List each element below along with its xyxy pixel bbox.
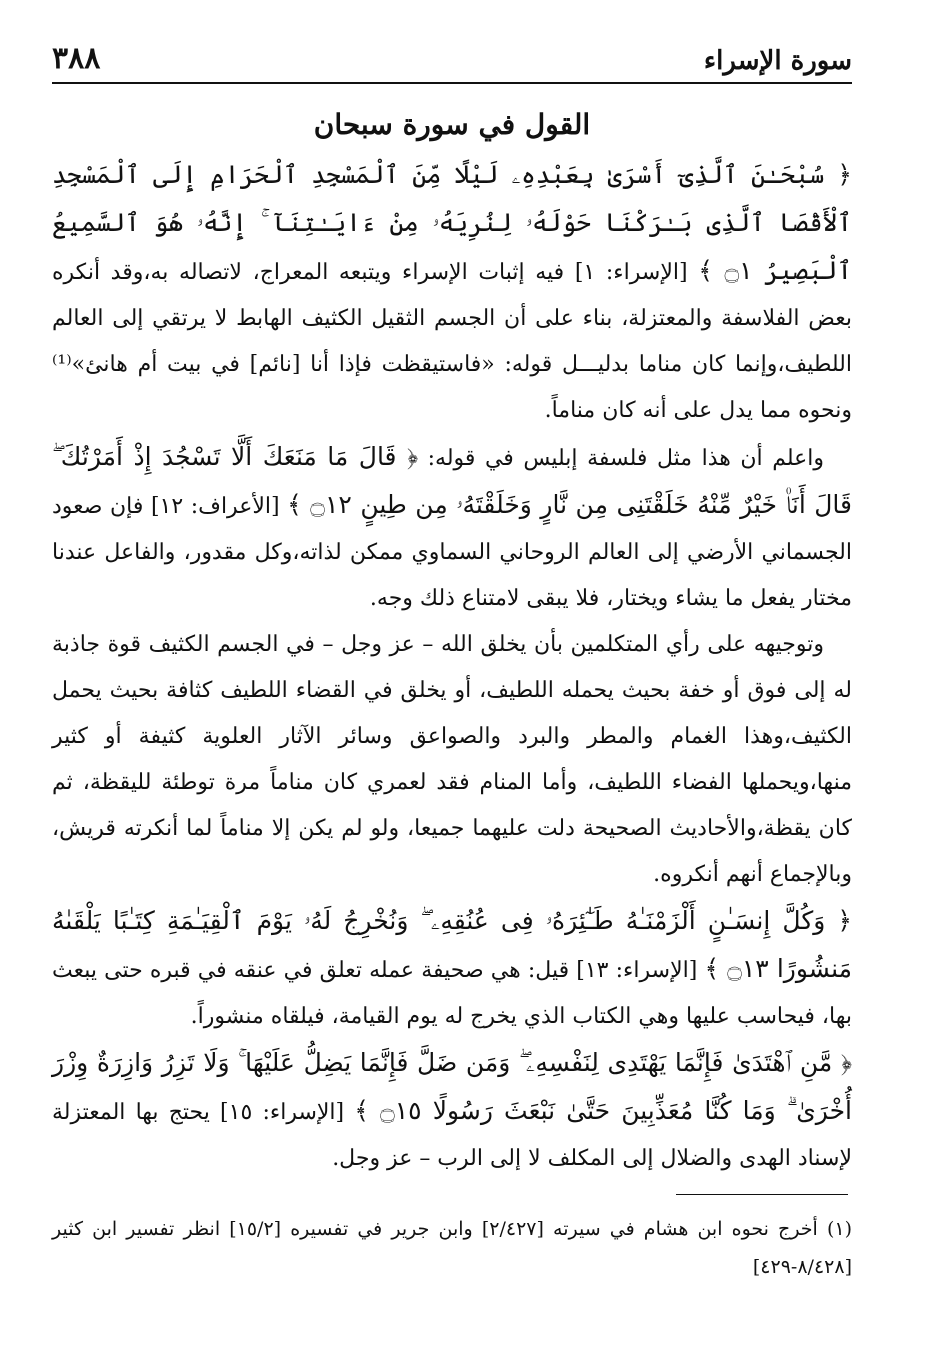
quran-verse: ﴿ وَكُلَّ إِنسَـٰنٍ أَلْزَمْنَـٰهُ طَـٰٓئِرَهُۥ فِى عُنُقِهِۦ ۖ وَنُخْرِجُ لَهُۥ يَوْمَ ٱلْقِيَـٰمَةِ كِتَـٰبًا يَلْقَىٰهُ مَنشُورًا ۝١٣ ﴾	[52, 906, 853, 983]
quran-verse: ﴿ قَالَ مَا مَنَعَكَ أَلَّا تَسْجُدَ إِذْ أَمَرْتُكَ ۖ قَالَ أَنَا۠ خَيْرٌ مِّنْهُ خَلَقْتَنِى مِن نَّارٍ وَخَلَقْتَهُۥ مِن طِينٍ ۝١٢ ﴾	[52, 442, 852, 519]
commentary-text: [الإسراء: ١] فيه إثبات الإسراء ويتبعه المعراج، لاتصاله به،وقد أنكره بعض الفلاسفة والمعتزلة، بناء على أن الجسم الثقيل الكثيف الهابط لا يرتقي إلى العالم اللطيف،وإنما كان مناما بدليـــل قوله: «فاستيقظت فإذا أنا [نائم] في بيت أم هانئ»⁽¹⁾ونحوه مما يدل على أنه كان مناماً.	[52, 260, 852, 423]
paragraph-iblis	[52, 434, 852, 622]
quran-verse: ﴿ مَّنِ ٱهْتَدَىٰ فَإِنَّمَا يَهْتَدِى لِنَفْسِهِۦ ۖ وَمَن ضَلَّ فَإِنَّمَا يَضِلُّ عَلَيْهَا ۚ وَلَا تَزِرُ وَازِرَةٌ وِزْرَ أُخْرَىٰ ۗ وَمَا كُنَّا مُعَذِّبِينَ حَتَّىٰ نَبْعَثَ رَسُولًا ۝١٥ ﴾	[52, 1048, 852, 1125]
main-text	[52, 152, 852, 1182]
page-number: ٣٨٨	[52, 41, 101, 76]
quran-verse: ﴿ سُبْحَـٰنَ ٱلَّذِىٓ أَسْرَىٰ بِعَبْدِهِۦ لَيْلًا مِّنَ ٱلْمَسْجِدِ ٱلْحَرَامِ إِلَى ٱلْمَسْجِدِ ٱلْأَقْصَا ٱلَّذِى بَـٰرَكْنَا حَوْلَهُۥ لِنُرِيَهُۥ مِنْ ءَايَـٰتِنَآ ۚ إِنَّهُۥ هُوَ ٱلسَّمِيعُ ٱلْبَصِيرُ ۝١ ﴾	[52, 160, 853, 285]
commentary-text: [الإسراء: ١٣] قيل: هي صحيفة عمله تعلق في عنقه في قبره حتى يبعث بها، فيحاسب عليها وهي الكتاب الذي يخرج له يوم القيامة، فيلقاه منشوراً.	[52, 958, 852, 1029]
paragraph-isra-15	[52, 1040, 852, 1182]
commentary-text: وتوجيهه على رأي المتكلمين بأن يخلق الله – عز وجل – في الجسم الكثيف قوة جاذبة له إلى فوق أو خفة بحيث يحمله اللطيف، أو يخلق في القضاء اللطيف كثافة بحيث يحمل الكثيف،وهذا الغمام والمطر والبرد والصواعق وسائر الآثار العلوية كثيفة أو كثير منها،ويحملها الفضاء اللطيف، وأما المنام فقد لعمري كان مناماً مرة توطئة لليقظة، ثم كان يقظة،والأحاديث الصحيحة دلت عليهما جميعا، ولو لم يكن إلا مناماً لما أنكرته قريش، وبالإجماع أنهم أنكروه.	[52, 632, 852, 887]
paragraph-isra-1	[52, 152, 852, 434]
commentary-text: واعلم أن هذا مثل فلسفة إبليس في قوله:	[418, 446, 824, 471]
commentary-text: [الإسراء: ١٥] يحتج بها المعتزلة لإسناد الهدى والضلال إلى المكلف لا إلى الرب – عز وجل.	[52, 1100, 852, 1171]
running-header	[52, 30, 852, 84]
footnote: (١) أخرج نحوه ابن هشام في سيرته [٢/٤٢٧] وابن جرير في تفسيره [١٥/٢] انظر تفسير ابن كثير [٨/٤٢٨-٤٢٩]	[52, 1218, 853, 1278]
paragraph-mutakallimin	[52, 622, 852, 898]
footnote-divider	[676, 1194, 848, 1195]
commentary-text: [الأعراف: ١٢] فإن صعود الجسماني الأرضي إلى العالم الروحاني السماوي ممكن لذاته،وكل مقدور، والفاعل عندنا مختار يفعل ما يشاء ويختار، فلا يبقى لامتناع ذلك وجه.	[52, 494, 852, 611]
paragraph-isra-13	[52, 898, 852, 1040]
section-title: القول في سورة سبحان	[313, 108, 591, 141]
sura-name: سورة الإسراء	[703, 46, 852, 76]
